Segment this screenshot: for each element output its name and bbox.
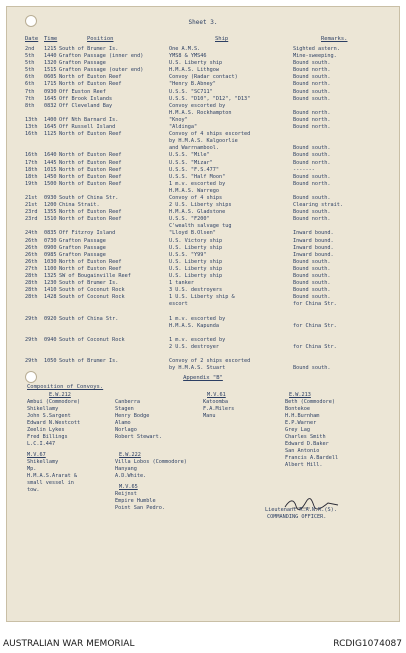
entry-time: 1050 [44, 358, 57, 365]
header-date: Date [25, 36, 39, 42]
entry-ship: U.S. Liberty ship [169, 265, 223, 272]
entry-remarks: Bound south. [293, 152, 331, 159]
entry-time: 1450 [44, 173, 57, 180]
entry-ship: by H.M.A.S. Kalgoorlie [169, 138, 238, 145]
entry-position: South of China Str. [59, 315, 119, 322]
entry-position: South of Coconut Rock [59, 336, 125, 343]
entry-ship: 1 U.S. Liberty ship & [169, 294, 235, 301]
entry-position: South of China Str. [59, 194, 119, 201]
convoy-ship: Canberra [115, 399, 140, 405]
entry-ship: H.M.A.S. Rockhampton [169, 109, 232, 116]
entry-position: North of Euston Reef [59, 180, 122, 187]
entry-ship: U.S.S. "Mizar" [169, 159, 213, 166]
log-entry [25, 60, 397, 67]
entry-ship: U.S.S. "Y99" [169, 251, 207, 258]
convoy-heading: E.W.212 [49, 392, 71, 398]
entry-position: Off Brook Islands [59, 95, 113, 102]
entry-time: 1640 [44, 152, 57, 159]
header-time: Time [44, 36, 58, 42]
entry-position: Grafton Passage [59, 244, 106, 251]
convoy-ship: Zeelin Lykes [27, 427, 65, 433]
entry-remarks: Bound south. [293, 280, 331, 287]
entry-ship: H.M.A.S. Gladstone [169, 209, 226, 216]
entry-time: 1355 [44, 209, 57, 216]
entry-date: 18th [25, 173, 38, 180]
entry-remarks: Bound north. [293, 180, 331, 187]
entry-date: 8th [25, 102, 35, 109]
entry-ship: Convoy escorted by [169, 102, 226, 109]
entry-date: 5th [25, 60, 35, 67]
entry-date: 26th [25, 258, 38, 265]
entry-position: Off Euston Reef [59, 88, 106, 95]
entry-remarks: Bound south. [293, 209, 331, 216]
log-entry [25, 131, 397, 138]
convoy-mv67 [27, 452, 77, 494]
entry-ship: 1 m.v. escorted by [169, 315, 226, 322]
entry-position: Grafton Passage (outer end) [59, 67, 144, 74]
log-entry [25, 294, 397, 301]
entry-position: China Strait. [59, 202, 100, 209]
entry-position: Grafton Passage (inner end) [59, 53, 144, 60]
convoy-ship: Shikellamy [27, 459, 59, 465]
log-entry [25, 287, 397, 294]
entry-position: Grafton Passage [59, 237, 106, 244]
entry-ship: 3 U.S. destroyers [169, 287, 223, 294]
convoy-ship: F.A.Milers [203, 406, 235, 412]
entry-ship: H.M.A.S. Lithgow [169, 67, 219, 74]
entry-time: 0920 [44, 315, 57, 322]
entry-ship: 1 m.v. escorted by [169, 336, 226, 343]
entry-position: South of Brumer Is. [59, 46, 119, 52]
log-entry [25, 344, 397, 351]
header-ship: Ship [215, 36, 229, 42]
entry-position: North of Euston Reef [59, 216, 122, 223]
entry-position: Off Russell Island [59, 124, 116, 131]
entry-date: 5th [25, 53, 35, 60]
entry-time: 0730 [44, 237, 57, 244]
entry-date: 23rd [25, 209, 38, 216]
log-entry [25, 252, 397, 259]
entry-remarks: Bound north. [293, 109, 331, 116]
log-entry [25, 266, 397, 273]
convoy-ship: San Antonio [285, 448, 320, 454]
entry-date: 21st [25, 202, 38, 209]
entry-remarks: Inward bound. [293, 251, 334, 258]
entry-date: 2nd [25, 46, 35, 52]
entry-position: Off Cleveland Bay [59, 102, 113, 109]
entry-date: 27th [25, 265, 38, 272]
entry-remarks: Bound south. [293, 273, 331, 279]
entry-date: 13th [25, 116, 38, 123]
entry-time: 1030 [44, 258, 57, 265]
entry-ship: C'wealth salvage tug [169, 223, 232, 230]
archive-name: AUSTRALIAN WAR MEMORIAL [3, 639, 135, 649]
entry-ship: 2 U.S. Liberty ships [169, 202, 232, 209]
entry-time: 0900 [44, 244, 57, 251]
entry-time: 1325 [44, 273, 57, 279]
entry-position: South of Brumer Is. [59, 280, 119, 287]
convoy-ship: Ambui (Commodore) [27, 399, 81, 405]
entry-time: 1230 [44, 280, 57, 287]
entry-remarks: Bound south. [293, 145, 331, 152]
entry-position: North of Euston Reef [59, 74, 122, 81]
entry-date: 6th [25, 81, 35, 88]
log-entry [25, 53, 397, 60]
convoy-ship: H.H.Burnham [285, 413, 320, 419]
entry-time: 1410 [44, 287, 57, 294]
entry-position: Off Nth Barnard Is. [59, 116, 119, 123]
composition-title: Composition of Convoys. [27, 384, 104, 390]
entry-date: 29th [25, 358, 38, 365]
entry-date: 28th [25, 280, 38, 287]
log-entry [25, 74, 397, 81]
convoy-heading: M.V.65 [119, 484, 138, 490]
convoy-ship: Alamo [115, 420, 131, 426]
convoy-heading: E.W.213 [289, 392, 311, 398]
entry-remarks: Inward bound. [293, 230, 334, 237]
log-entry [25, 117, 397, 124]
log-entry [25, 103, 397, 110]
entry-date: 26th [25, 251, 38, 258]
log-entry [25, 358, 397, 365]
convoy-ship: Grey Lag [285, 427, 310, 433]
entry-remarks: Mine-sweeping. [293, 53, 337, 60]
sheet-number: Sheet 3. [188, 19, 218, 26]
entry-remarks: Bound south. [293, 88, 331, 95]
entry-time: 0832 [44, 102, 57, 109]
entry-ship: Convoy (Radar contact) [169, 74, 238, 81]
convoy-ship: Albert Hill. [285, 462, 323, 468]
entry-position: Off Fitzroy Island [59, 230, 116, 237]
entry-date: 6th [25, 74, 35, 81]
convoy-ship: Hanyang [115, 466, 137, 472]
shipping-log [25, 46, 397, 372]
entry-ship: One A.M.S. [169, 46, 201, 52]
entry-time: 0985 [44, 251, 57, 258]
entry-ship: Convoy of 4 ships escorted [169, 131, 251, 138]
log-entry [25, 337, 397, 344]
record-id: RCDIG1074087 [333, 639, 402, 649]
entry-position: South of Coconut Rock [59, 287, 125, 294]
entry-ship: U.S.S. "SC711" [169, 88, 213, 95]
entry-ship: "Knoy" [169, 116, 188, 123]
header-position: Position [87, 36, 114, 42]
entry-time: 1200 [44, 202, 57, 209]
entry-ship: 1 tanker [169, 280, 194, 287]
entry-remarks: Bound north. [293, 67, 331, 74]
signature-block [265, 507, 337, 521]
log-entry [25, 273, 397, 280]
entry-ship: H.M.A.S. Warrego [169, 187, 219, 194]
entry-time: 1320 [44, 60, 57, 67]
log-entry [25, 209, 397, 216]
entry-position: North of Euston Reef [59, 258, 122, 265]
log-header [25, 36, 395, 45]
convoy-ship: Robert Stewart. [115, 434, 162, 440]
entry-ship: escort [169, 301, 188, 308]
entry-date: 5th [25, 67, 35, 74]
log-entry [25, 238, 397, 245]
convoy-ship: Stagen [115, 406, 134, 412]
entry-remarks: Bound south. [293, 95, 331, 102]
entry-date: 28th [25, 273, 38, 279]
convoy-ship: John S.Sargent [27, 413, 71, 419]
log-entry [25, 323, 397, 330]
entry-remarks: Bound south. [293, 173, 331, 180]
log-entry [25, 46, 397, 53]
entry-position: North of Euston Reef [59, 152, 122, 159]
entry-time: 1100 [44, 265, 57, 272]
entry-position: North of Euston Reef [59, 131, 122, 138]
entry-ship: 1 m.v. escorted by [169, 180, 226, 187]
entry-date: 24th [25, 230, 38, 237]
entry-remarks: Bound south. [293, 265, 331, 272]
entry-remarks: Bound south. [293, 60, 331, 67]
entry-ship: "Henry B.Abney" [169, 81, 216, 88]
convoy-ship: Shikellamy [27, 406, 59, 412]
entry-date: 21st [25, 194, 38, 201]
convoy-ship: Katoomba [203, 399, 228, 405]
entry-ship: H.M.A.S. Kapunda [169, 322, 219, 329]
entry-remarks: Bound south. [293, 194, 331, 201]
entry-time: 0605 [44, 74, 57, 81]
log-entry [25, 308, 397, 315]
log-entry [25, 167, 397, 174]
log-entry [25, 81, 397, 88]
entry-position: South of Coconut Rock [59, 294, 125, 301]
convoy-ship: Empire Humble [115, 498, 156, 504]
log-entry [25, 152, 397, 159]
signature-title: COMMANDING OFFICER. [267, 514, 327, 520]
entry-ship: and Warrnambool. [169, 145, 219, 152]
convoy-ship: Bontekoe [285, 406, 310, 412]
entry-ship: U.S.S. "F.S.477" [169, 166, 219, 173]
log-entry [25, 181, 397, 188]
convoy-ew212 [27, 392, 80, 448]
convoy-ship: Manu [203, 413, 216, 419]
convoy-ew222 [115, 452, 187, 480]
entry-ship: U.S. Victory ship [169, 237, 223, 244]
entry-date: 28th [25, 287, 38, 294]
entry-ship: U.S. Liberty ship [169, 258, 223, 265]
entry-ship: U.S.S. "D10", "D12", "D13" [169, 95, 251, 102]
entry-ship: U.S.S. "Half Moon" [169, 173, 226, 180]
entry-time: 0930 [44, 88, 57, 95]
entry-time: 0930 [44, 194, 57, 201]
entry-date: 13th [25, 124, 38, 131]
convoy-ship: Beth (Commodore) [285, 399, 335, 405]
entry-time: 1440 [44, 53, 57, 60]
entry-time: 1428 [44, 294, 57, 301]
entry-ship: 2 U.S. destroyer [169, 343, 219, 350]
convoy-ship: Fred Billings [27, 434, 68, 440]
entry-date: 16th [25, 152, 38, 159]
entry-remarks: Bound south. [293, 294, 331, 301]
entry-position: North of Euston Reef [59, 81, 122, 88]
entry-time: 1125 [44, 131, 57, 138]
entry-remarks: Bound north. [293, 116, 331, 123]
archive-footer [0, 636, 406, 653]
entry-ship: "Lloyd B.Olsen" [169, 230, 216, 237]
convoy-ship: Henry Bodge [115, 413, 150, 419]
entry-time: 1510 [44, 216, 57, 223]
entry-position: North of Euston Reef [59, 265, 122, 272]
entry-ship: Convoy of 4 ships [169, 194, 223, 201]
entry-remarks: Bound south. [293, 365, 331, 372]
entry-time: 1445 [44, 159, 57, 166]
entry-date: 17th [25, 159, 38, 166]
convoy-heading: E.W.222 [119, 452, 141, 458]
convoy-ship: Point San Pedro. [115, 505, 165, 511]
convoy-ship: tow. [27, 487, 40, 493]
convoy-ship: Edward D.Baker [285, 441, 329, 447]
entry-remarks: Bound north. [293, 81, 331, 88]
entry-remarks: Bound north. [293, 159, 331, 166]
log-entry [25, 301, 397, 308]
log-entry [25, 330, 397, 337]
entry-position: South of Brumer Is. [59, 358, 119, 365]
entry-time: 1500 [44, 180, 57, 187]
entry-remarks: Bound north. [293, 216, 331, 223]
entry-remarks: Sighted astern. [293, 46, 340, 52]
log-entry [25, 230, 397, 237]
convoy-ew213 [285, 392, 338, 469]
convoy-ship: Villa Lobos (Commodore) [115, 459, 187, 465]
log-entry [25, 365, 397, 372]
convoy-heading: M.V.67 [27, 452, 46, 458]
entry-position: North of Euston Reef [59, 166, 122, 173]
log-entry [25, 145, 397, 152]
log-entry [25, 245, 397, 252]
convoy-ship: L.C.I.447 [27, 441, 56, 447]
convoy-ship: E.P.Warner [285, 420, 317, 426]
entry-position: Grafton Passage [59, 251, 106, 258]
convoy-ew212-continued [115, 399, 162, 441]
entry-ship: by H.M.A.S. Stuart [169, 365, 226, 372]
convoy-ship: Francis A.Bardell [285, 455, 339, 461]
signature-rank: Lieutenant R.A.N.R.(S). [265, 507, 337, 513]
entry-date: 19th [25, 180, 38, 187]
entry-time: 1645 [44, 95, 57, 102]
convoy-heading: M.V.61 [207, 392, 226, 398]
entry-date: 7th [25, 88, 35, 95]
convoy-ship: H.M.A.S.Ararat & [27, 473, 77, 479]
convoy-mv61 [203, 392, 234, 420]
convoy-mv65 [115, 484, 165, 512]
log-entry [25, 188, 397, 195]
log-entry [25, 202, 397, 209]
entry-remarks: Bound south. [293, 74, 331, 81]
entry-remarks: for China Str. [293, 343, 337, 350]
log-entry [25, 174, 397, 181]
log-entry [25, 316, 397, 323]
header-remarks: Remarks. [321, 36, 348, 42]
log-entry [25, 160, 397, 167]
entry-remarks: Bound south. [293, 287, 331, 294]
entry-remarks: Bound south. [293, 258, 331, 265]
entry-ship: U.S. Liberty ship [169, 60, 223, 67]
entry-time: 1715 [44, 81, 57, 88]
entry-ship: U.S.S. "F200" [169, 216, 210, 223]
entry-date: 29th [25, 315, 38, 322]
log-entry [25, 259, 397, 266]
entry-time: 1015 [44, 166, 57, 173]
entry-date: 23rd [25, 216, 38, 223]
entry-time: 1400 [44, 116, 57, 123]
convoy-ship: Norlago [115, 427, 137, 433]
entry-position: SW of Bougainville Reef [59, 273, 131, 279]
entry-date: 26th [25, 244, 38, 251]
entry-date: 29th [25, 336, 38, 343]
entry-ship: "Aldinga" [169, 124, 198, 131]
entry-remarks: Inward bound. [293, 237, 334, 244]
entry-time: 0835 [44, 230, 57, 237]
convoy-ship: Mp. [27, 466, 37, 472]
entry-remarks: for China Str. [293, 301, 337, 308]
log-entry [25, 138, 397, 145]
convoy-ship: Edward N.Westcott [27, 420, 81, 426]
log-entry [25, 280, 397, 287]
entry-remarks: Inward bound. [293, 244, 334, 251]
convoy-ship: A.D.White. [115, 473, 147, 479]
log-entry [25, 96, 397, 103]
entry-time: 1215 [44, 46, 57, 52]
entry-ship: Convoy of 2 ships escorted [169, 358, 251, 365]
log-entry [25, 110, 397, 117]
log-entry [25, 216, 397, 223]
entry-date: 16th [25, 131, 38, 138]
log-entry [25, 351, 397, 358]
entry-remarks: Clearing strait. [293, 202, 343, 209]
log-entry [25, 67, 397, 74]
entry-position: Grafton Passage [59, 60, 106, 67]
entry-time: 0940 [44, 336, 57, 343]
entry-time: 1645 [44, 124, 57, 131]
entry-position: North of Euston Reef [59, 209, 122, 216]
document-page [6, 6, 400, 622]
appendix-title: Appendix "B" [183, 375, 223, 381]
entry-ship: U.S. Liberty ship [169, 273, 223, 279]
convoy-ship: Charles Smith [285, 434, 326, 440]
entry-remarks: Bound north. [293, 124, 331, 131]
entry-remarks: for China Str. [293, 322, 337, 329]
log-entry [25, 124, 397, 131]
entry-ship: U.S.S. "Mile" [169, 152, 210, 159]
entry-time: 1515 [44, 67, 57, 74]
log-entry [25, 195, 397, 202]
entry-position: North of Euston Reef [59, 159, 122, 166]
entry-date: 28th [25, 294, 38, 301]
entry-date: 18th [25, 166, 38, 173]
log-entry [25, 89, 397, 96]
entry-ship: YMS8 & YMS46 [169, 53, 207, 60]
entry-date: 7th [25, 95, 35, 102]
convoy-ship: Reijnst [115, 491, 137, 497]
convoy-ship: small vessel in [27, 480, 74, 486]
log-entry [25, 223, 397, 230]
entry-position: North of Euston Reef [59, 173, 122, 180]
entry-remarks: ------- [293, 166, 315, 173]
entry-date: 26th [25, 237, 38, 244]
entry-ship: U.S. Liberty ship [169, 244, 223, 251]
